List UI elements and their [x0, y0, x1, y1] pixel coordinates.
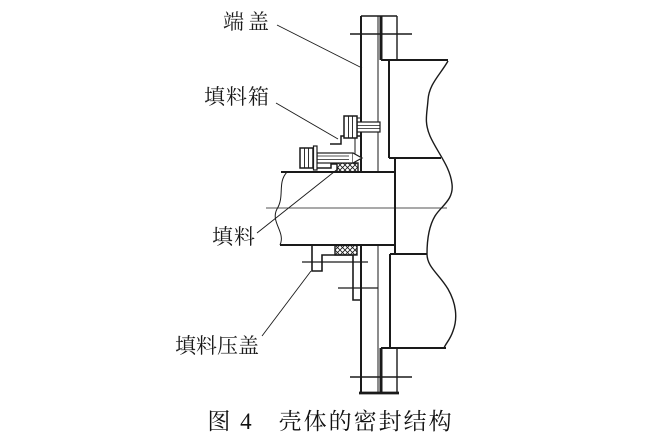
leader-lines — [257, 25, 362, 336]
leader-packing-gland — [262, 271, 311, 336]
end-cover-outline — [350, 16, 412, 393]
leader-end-cover — [277, 25, 362, 68]
label-end-cover: 端盖 — [223, 10, 273, 34]
packing-rings — [335, 163, 358, 255]
figure-caption: 图 4 壳体的密封结构 — [207, 409, 454, 434]
casing-outline — [381, 60, 456, 348]
label-packing-gland: 填料压盖 — [175, 334, 259, 358]
leader-stuffing-box — [276, 103, 338, 139]
label-stuffing-box: 填料箱 — [204, 85, 270, 109]
shaft-outline — [275, 172, 395, 245]
label-packing: 填料 — [212, 225, 256, 249]
leader-packing — [257, 168, 339, 233]
